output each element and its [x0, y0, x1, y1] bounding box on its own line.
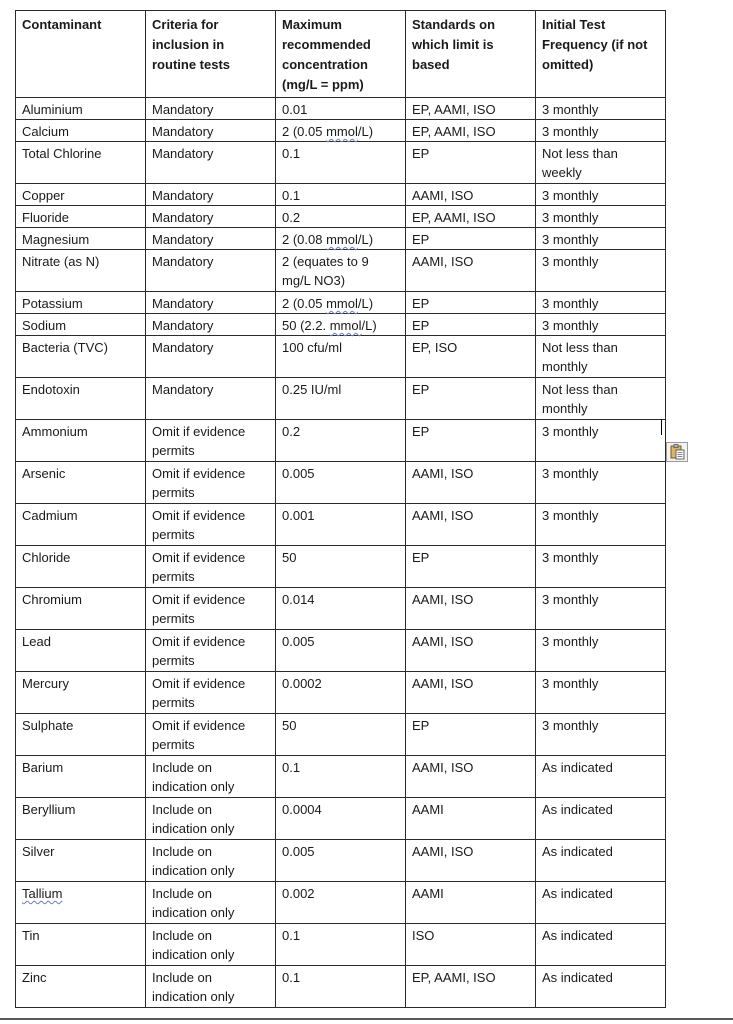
cell-contaminant: Lead: [16, 630, 146, 672]
cell-contaminant: Sodium: [16, 314, 146, 336]
cell-criteria: Omit if evidence permits: [146, 630, 276, 672]
cell-contaminant: Tin: [16, 924, 146, 966]
table-row: [16, 672, 666, 714]
cell-criteria: Include on indication only: [146, 924, 276, 966]
cell-frequency: 3 monthly: [536, 206, 666, 228]
cell-contaminant: Zinc: [16, 966, 146, 1008]
table-row: [16, 966, 666, 1008]
cell-max-concentration: 50: [276, 714, 406, 756]
cell-frequency: 3 monthly: [536, 292, 666, 314]
cell-criteria: Mandatory: [146, 98, 276, 120]
cell-standards: AAMI, ISO: [406, 250, 536, 292]
table-row: [16, 504, 666, 546]
cell-criteria: Mandatory: [146, 292, 276, 314]
cell-max-concentration: 50 (2.2. mmol/L): [276, 314, 406, 336]
cell-criteria: Mandatory: [146, 250, 276, 292]
cell-frequency: 3 monthly: [536, 420, 666, 462]
table-row: [16, 546, 666, 588]
cell-contaminant: Magnesium: [16, 228, 146, 250]
cell-max-concentration: 0.1: [276, 142, 406, 184]
table-row: [16, 882, 666, 924]
cell-standards: AAMI, ISO: [406, 588, 536, 630]
cell-standards: EP, AAMI, ISO: [406, 98, 536, 120]
cell-frequency: 3 monthly: [536, 250, 666, 292]
table-row: [16, 714, 666, 756]
cell-criteria: Omit if evidence permits: [146, 420, 276, 462]
cell-contaminant: Fluoride: [16, 206, 146, 228]
cell-contaminant: Silver: [16, 840, 146, 882]
cell-max-concentration: 0.1: [276, 756, 406, 798]
header-frequency: Initial Test Frequency (if not omitted): [536, 11, 666, 98]
cell-max-concentration: 0.005: [276, 462, 406, 504]
cell-max-concentration: 0.2: [276, 206, 406, 228]
cell-contaminant: Chromium: [16, 588, 146, 630]
cell-standards: AAMI, ISO: [406, 184, 536, 206]
cell-criteria: Mandatory: [146, 378, 276, 420]
cell-frequency: 3 monthly: [536, 546, 666, 588]
spellcheck-word: mmol: [326, 124, 358, 139]
cell-contaminant: Calcium: [16, 120, 146, 142]
cell-criteria: Omit if evidence permits: [146, 546, 276, 588]
cell-frequency: 3 monthly: [536, 462, 666, 504]
cell-criteria: Omit if evidence permits: [146, 714, 276, 756]
cell-contaminant: Sulphate: [16, 714, 146, 756]
cell-frequency: Not less than monthly: [536, 378, 666, 420]
cell-standards: EP, AAMI, ISO: [406, 206, 536, 228]
spellcheck-word: mmol: [326, 296, 358, 311]
cell-criteria: Include on indication only: [146, 966, 276, 1008]
table-row: [16, 336, 666, 378]
cell-standards: AAMI: [406, 882, 536, 924]
cell-frequency: 3 monthly: [536, 314, 666, 336]
cell-standards: AAMI, ISO: [406, 462, 536, 504]
cell-frequency: As indicated: [536, 924, 666, 966]
spellcheck-word: mmol: [329, 318, 362, 333]
cell-frequency: 3 monthly: [536, 588, 666, 630]
cell-contaminant: Bacteria (TVC): [16, 336, 146, 378]
cell-max-concentration: 0.005: [276, 840, 406, 882]
cell-criteria: Mandatory: [146, 120, 276, 142]
cell-max-concentration: 2 (0.05 mmol/L): [276, 120, 406, 142]
contaminant-table: [15, 10, 666, 1008]
cell-contaminant: [16, 882, 146, 924]
cell-standards: EP: [406, 714, 536, 756]
cell-frequency: 3 monthly: [536, 630, 666, 672]
cell-contaminant: Ammonium: [16, 420, 146, 462]
table-row: [16, 756, 666, 798]
table-row: [16, 120, 666, 142]
clipboard-paste-icon[interactable]: [666, 442, 688, 462]
cell-standards: EP: [406, 420, 536, 462]
cell-standards: EP: [406, 378, 536, 420]
cell-contaminant: Nitrate (as N): [16, 250, 146, 292]
cell-contaminant: Cadmium: [16, 504, 146, 546]
cell-standards: EP: [406, 142, 536, 184]
cell-standards: EP, AAMI, ISO: [406, 966, 536, 1008]
cell-max-concentration: 0.2: [276, 420, 406, 462]
cell-frequency: As indicated: [536, 840, 666, 882]
cell-max-concentration: 2 (0.08 mmol/L): [276, 228, 406, 250]
cell-frequency: 3 monthly: [536, 120, 666, 142]
table-row: [16, 462, 666, 504]
cell-max-concentration: 100 cfu/ml: [276, 336, 406, 378]
cell-contaminant: Endotoxin: [16, 378, 146, 420]
table-row: [16, 378, 666, 420]
page-bottom-rule: [0, 1018, 733, 1020]
cell-max-concentration: 50: [276, 546, 406, 588]
cell-criteria: Mandatory: [146, 142, 276, 184]
header-contaminant: Contaminant: [16, 11, 146, 98]
cell-criteria: Include on indication only: [146, 840, 276, 882]
table-row: [16, 98, 666, 120]
cell-standards: AAMI: [406, 798, 536, 840]
cell-criteria: Mandatory: [146, 206, 276, 228]
table-row: [16, 588, 666, 630]
cell-criteria: Include on indication only: [146, 756, 276, 798]
cell-frequency: 3 monthly: [536, 184, 666, 206]
cell-criteria: Mandatory: [146, 184, 276, 206]
cell-contaminant: Copper: [16, 184, 146, 206]
table-row: [16, 228, 666, 250]
text-cursor: [661, 419, 662, 435]
cell-max-concentration: 0.1: [276, 966, 406, 1008]
cell-contaminant: Total Chlorine: [16, 142, 146, 184]
cell-max-concentration: 0.01: [276, 98, 406, 120]
cell-criteria: Mandatory: [146, 336, 276, 378]
cell-standards: AAMI, ISO: [406, 504, 536, 546]
cell-frequency: As indicated: [536, 882, 666, 924]
table-row: [16, 798, 666, 840]
cell-standards: EP, AAMI, ISO: [406, 120, 536, 142]
cell-standards: EP, ISO: [406, 336, 536, 378]
cell-standards: AAMI, ISO: [406, 840, 536, 882]
cell-criteria: Omit if evidence permits: [146, 504, 276, 546]
cell-contaminant: Barium: [16, 756, 146, 798]
cell-max-concentration: 2 (0.05 mmol/L): [276, 292, 406, 314]
cell-frequency: Not less than monthly: [536, 336, 666, 378]
cell-frequency: 3 monthly: [536, 504, 666, 546]
cell-frequency: 3 monthly: [536, 98, 666, 120]
cell-standards: EP: [406, 314, 536, 336]
cell-criteria: Include on indication only: [146, 798, 276, 840]
cell-frequency: As indicated: [536, 756, 666, 798]
cell-frequency: As indicated: [536, 966, 666, 1008]
cell-max-concentration: 0.002: [276, 882, 406, 924]
cell-frequency: 3 monthly: [536, 228, 666, 250]
spellcheck-word: Tallium: [22, 886, 63, 901]
table-row: [16, 314, 666, 336]
cell-max-concentration: 0.005: [276, 630, 406, 672]
table-row: [16, 420, 666, 462]
cell-contaminant: Arsenic: [16, 462, 146, 504]
cell-standards: ISO: [406, 924, 536, 966]
table-row: [16, 630, 666, 672]
table-row: [16, 840, 666, 882]
cell-max-concentration: 0.0004: [276, 798, 406, 840]
cell-max-concentration: 0.014: [276, 588, 406, 630]
header-row: [16, 11, 666, 98]
cell-standards: EP: [406, 546, 536, 588]
cell-standards: AAMI, ISO: [406, 672, 536, 714]
cell-max-concentration: 0.0002: [276, 672, 406, 714]
cell-standards: AAMI, ISO: [406, 630, 536, 672]
cell-frequency: 3 monthly: [536, 714, 666, 756]
cell-criteria: Mandatory: [146, 314, 276, 336]
cell-criteria: Omit if evidence permits: [146, 462, 276, 504]
cell-criteria: Omit if evidence permits: [146, 672, 276, 714]
header-criteria: Criteria for inclusion in routine tests: [146, 11, 276, 98]
cell-contaminant: Potassium: [16, 292, 146, 314]
table-row: [16, 292, 666, 314]
cell-contaminant: Chloride: [16, 546, 146, 588]
table-row: [16, 250, 666, 292]
table-row: [16, 924, 666, 966]
cell-max-concentration: 2 (equates to 9 mg/L NO3): [276, 250, 406, 292]
cell-standards: EP: [406, 228, 536, 250]
header-standards: Standards on which limit is based: [406, 11, 536, 98]
cell-max-concentration: 0.001: [276, 504, 406, 546]
cell-frequency: As indicated: [536, 798, 666, 840]
cell-contaminant: Aluminium: [16, 98, 146, 120]
table-row: [16, 142, 666, 184]
cell-criteria: Include on indication only: [146, 882, 276, 924]
spellcheck-word: mmol: [326, 232, 358, 247]
cell-contaminant: Mercury: [16, 672, 146, 714]
table-row: [16, 206, 666, 228]
table-row: [16, 184, 666, 206]
header-max-concentration: Maximum recommended concentration (mg/L = ppm): [276, 11, 406, 98]
cell-criteria: Mandatory: [146, 228, 276, 250]
cell-max-concentration: 0.1: [276, 184, 406, 206]
cell-frequency: 3 monthly: [536, 672, 666, 714]
cell-criteria: Omit if evidence permits: [146, 588, 276, 630]
cell-max-concentration: 0.1: [276, 924, 406, 966]
cell-frequency: Not less than weekly: [536, 142, 666, 184]
cell-standards: EP: [406, 292, 536, 314]
cell-max-concentration: 0.25 IU/ml: [276, 378, 406, 420]
cell-standards: AAMI, ISO: [406, 756, 536, 798]
cell-contaminant: Beryllium: [16, 798, 146, 840]
